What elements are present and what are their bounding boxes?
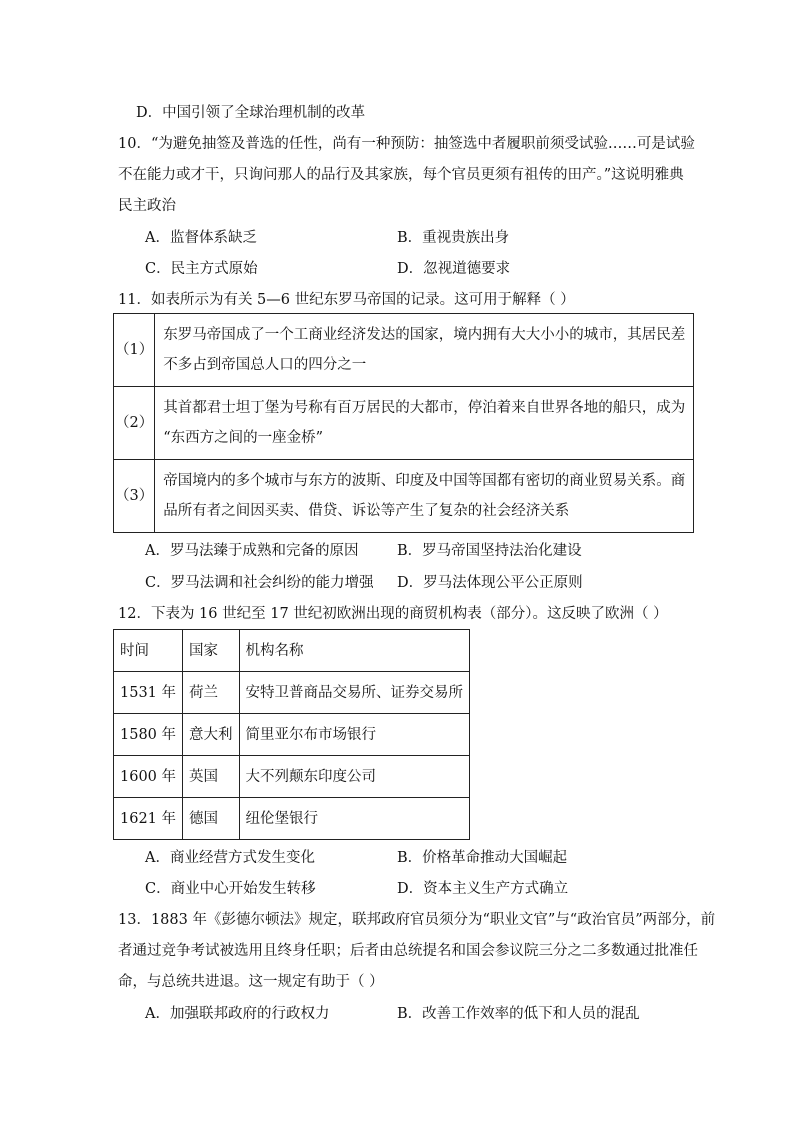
- q13-line-2: 者通过竞争考试被选用且终身任职；后者由总统提名和国会参议院三分之二多数通过批准任: [118, 943, 698, 959]
- column-header: 机构名称: [239, 630, 470, 672]
- column-header: 时间: [114, 630, 183, 672]
- row-text-line: 帝国境内的多个城市与东方的波斯、印度及中国等国都有密切的商业贸易关系。商: [163, 473, 686, 489]
- cell-country: 荷兰: [183, 672, 240, 714]
- q11-option-b: B．罗马帝国坚持法治化建设: [397, 543, 582, 559]
- row-text: [155, 314, 694, 387]
- row-text: [155, 387, 694, 460]
- table-row: [114, 387, 694, 460]
- q11-option-c: C．罗马法调和社会纠纷的能力增强: [145, 575, 374, 591]
- q9-option-d: D．中国引领了全球治理机制的改革: [136, 105, 366, 121]
- q11-option-a: A．罗马法臻于成熟和完备的原因: [145, 543, 359, 559]
- cell-country: 德国: [183, 798, 240, 840]
- cell-year: 1621 年: [114, 798, 183, 840]
- q11-table: [113, 313, 694, 533]
- q10-line-3: 民主政治: [118, 198, 176, 214]
- row-text-line: 品所有者之间因买卖、借贷、诉讼等产生了复杂的社会经济关系: [163, 503, 570, 519]
- row-text-line: 不多占到帝国总人口的四分之一: [163, 357, 367, 373]
- row-number: （2）: [114, 387, 155, 460]
- q12-stem: 12．下表为 16 世纪至 17 世纪初欧洲出现的商贸机构表（部分）。这反映了欧洲（ ）: [118, 606, 668, 622]
- q10-line-1: 10．“为避免抽签及普选的任性，尚有一种预防：抽签选中者履职前须受试验……可是试验: [118, 136, 695, 152]
- row-text-line: “东西方之间的一座金桥”: [163, 430, 324, 446]
- q10-line-2: 不在能力或才干，只询问那人的品行及其家族，每个官员更须有祖传的田产。”这说明雅典: [118, 167, 684, 183]
- cell-year: 1600 年: [114, 756, 183, 798]
- row-text-line: 其首都君士坦丁堡为号称有百万居民的大都市，停泊着来自世界各地的船只，成为: [163, 400, 686, 416]
- table-header-row: [114, 630, 470, 672]
- row-text-line: 东罗马帝国成了一个工商业经济发达的国家，境内拥有大大小小的城市，其居民差: [163, 327, 686, 343]
- q12-option-c: C．商业中心开始发生转移: [145, 881, 316, 897]
- q11-option-d: D．罗马法体现公平公正原则: [397, 575, 583, 591]
- q12-table: [113, 629, 470, 840]
- cell-institution: 简里亚尔布市场银行: [239, 714, 470, 756]
- row-text: [155, 460, 694, 533]
- q13-line-3: 命，与总统共进退。这一规定有助于（ ）: [118, 974, 384, 990]
- table-row: [114, 314, 694, 387]
- q10-option-c: C．民主方式原始: [145, 261, 258, 277]
- q10-option-b: B．重视贵族出身: [397, 230, 510, 246]
- table-row: [114, 460, 694, 533]
- cell-institution: 大不列颠东印度公司: [239, 756, 470, 798]
- row-number: （3）: [114, 460, 155, 533]
- q12-option-d: D．资本主义生产方式确立: [397, 881, 569, 897]
- table-row: [114, 672, 470, 714]
- q12-option-a: A．商业经营方式发生变化: [145, 850, 315, 866]
- q13-option-b: B．改善工作效率的低下和人员的混乱: [397, 1006, 640, 1022]
- cell-year: 1531 年: [114, 672, 183, 714]
- q10-option-a: A．监督体系缺乏: [145, 230, 257, 246]
- cell-institution: 安特卫普商品交易所、证券交易所: [239, 672, 470, 714]
- table-row: [114, 798, 470, 840]
- table-row: [114, 756, 470, 798]
- q13-option-a: A．加强联邦政府的行政权力: [145, 1006, 330, 1022]
- cell-country: 意大利: [183, 714, 240, 756]
- q13-line-1: 13．1883 年《彭德尔顿法》规定，联邦政府官员须分为“职业文官”与“政治官员”两部分，前: [118, 912, 716, 928]
- table-row: [114, 714, 470, 756]
- cell-year: 1580 年: [114, 714, 183, 756]
- row-number: （1）: [114, 314, 155, 387]
- q12-option-b: B．价格革命推动大国崛起: [397, 850, 568, 866]
- cell-country: 英国: [183, 756, 240, 798]
- column-header: 国家: [183, 630, 240, 672]
- cell-institution: 纽伦堡银行: [239, 798, 470, 840]
- q11-stem: 11．如表所示为有关 5—6 世纪东罗马帝国的记录。这可用于解释（ ）: [118, 292, 575, 308]
- q10-option-d: D．忽视道德要求: [397, 261, 511, 277]
